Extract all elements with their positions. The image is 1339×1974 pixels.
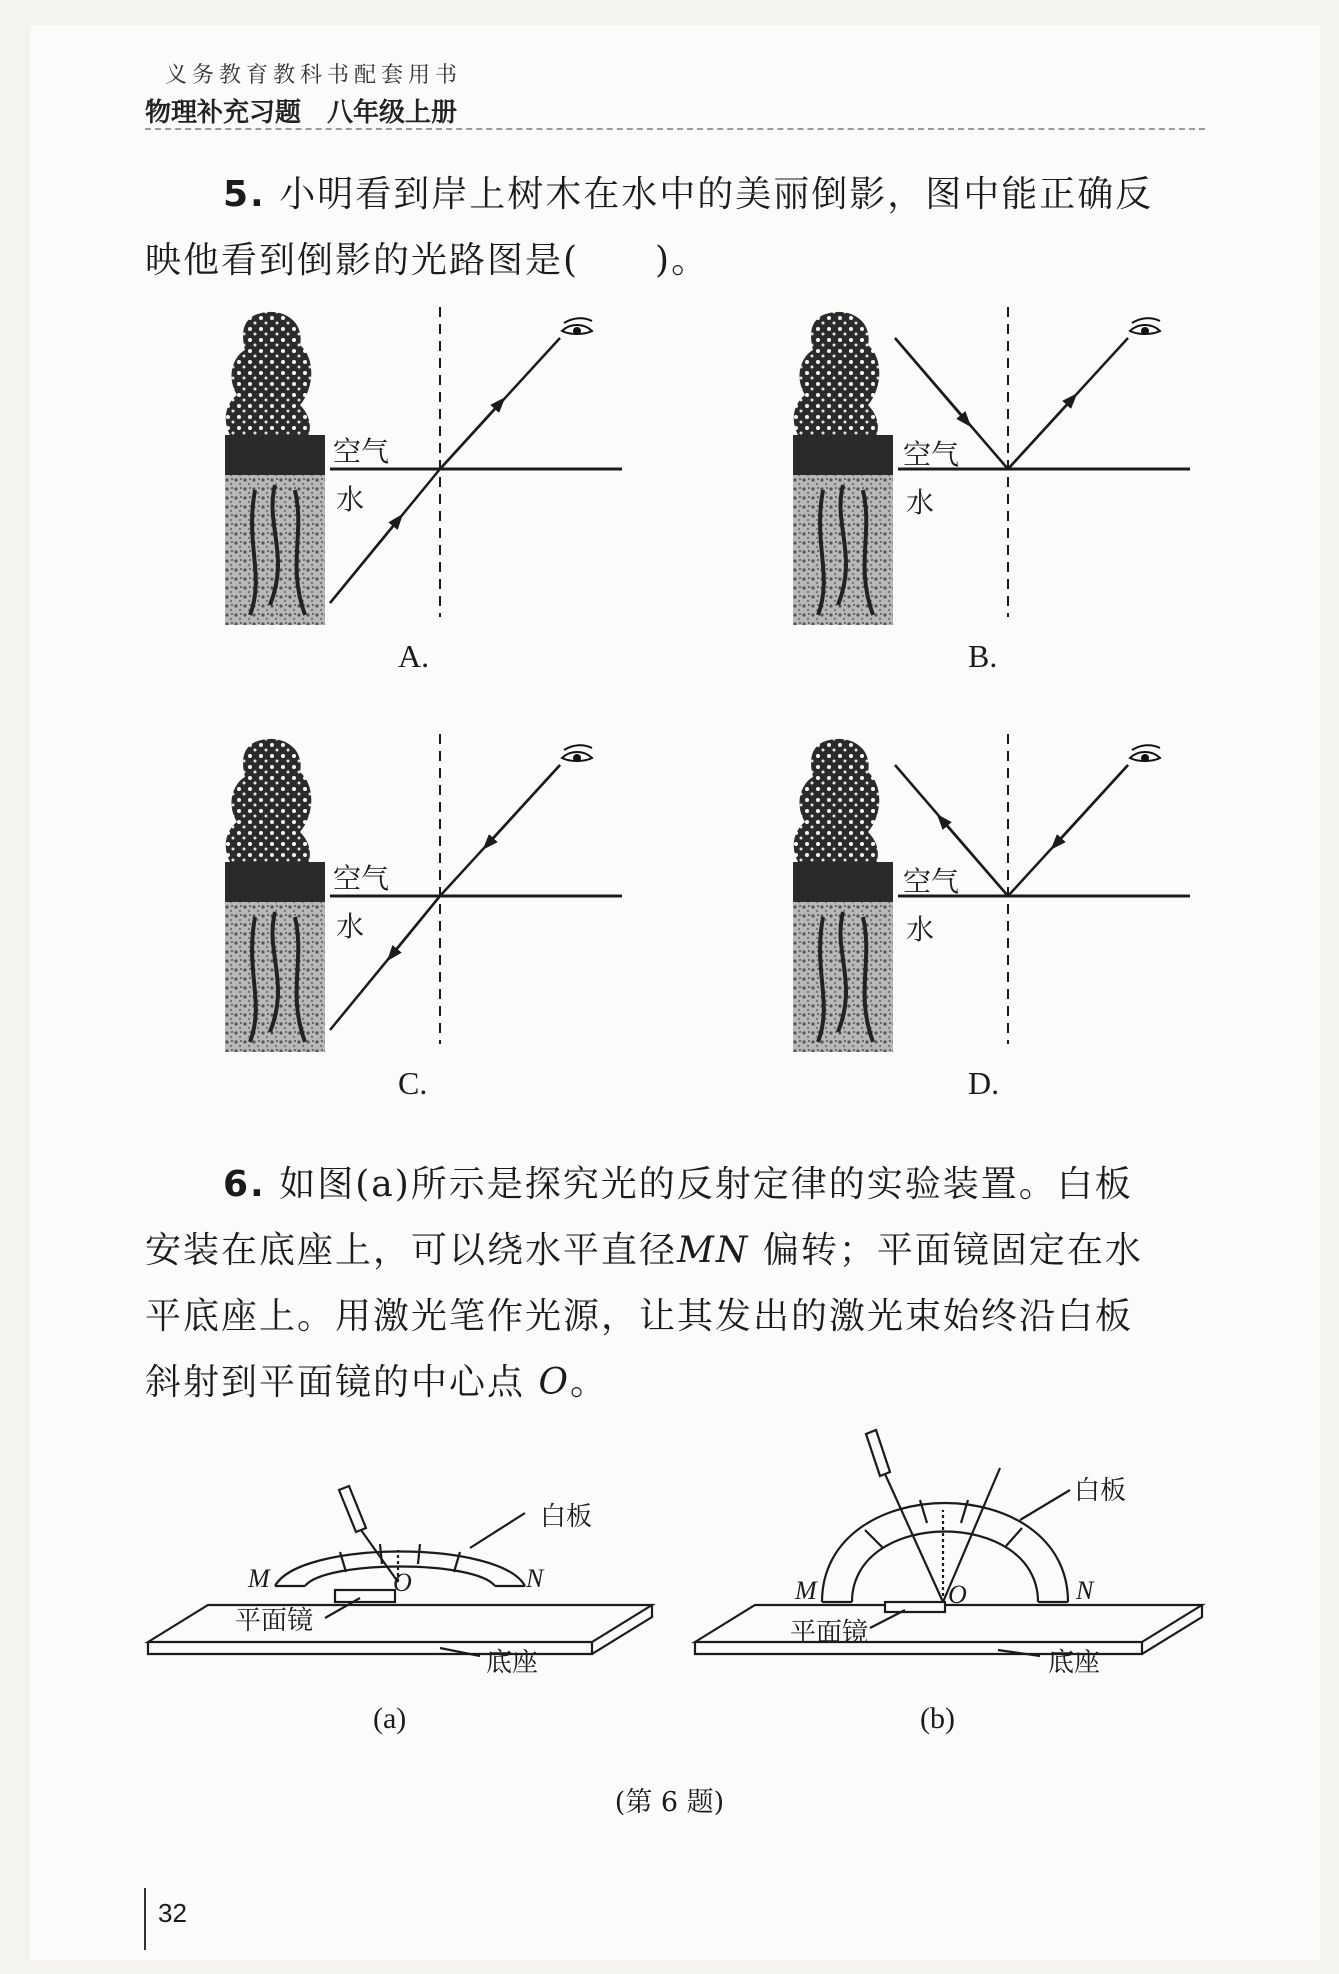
base-label-b: 底座	[1048, 1648, 1101, 1678]
water-label-c: 水	[336, 910, 365, 943]
water-label-d: 水	[906, 913, 935, 946]
q5-option-b-diagram	[793, 307, 1190, 625]
n-label-a: N	[526, 1564, 544, 1593]
q6-figures	[0, 1420, 1339, 1720]
q5-text-line2: 映他看到倒影的光路图是( )。	[145, 240, 710, 281]
air-label-c: 空气	[333, 862, 390, 895]
q5-option-c-diagram	[225, 734, 622, 1052]
q5-option-d-diagram	[793, 734, 1190, 1052]
o-label-b: O	[948, 1580, 967, 1609]
option-c-label: C.	[398, 1065, 428, 1101]
option-b-label: B.	[968, 638, 998, 674]
term-mn: MN	[677, 1230, 750, 1271]
page-number: 32	[158, 1898, 187, 1928]
base-label-a: 底座	[486, 1648, 539, 1678]
q6-line2: 安装在底座上，可以绕水平直径MN 偏转；平面镜固定在水	[145, 1230, 1143, 1271]
q6-line3: 平底座上。用激光笔作光源，让其发出的激光束始终沿白板	[145, 1296, 1134, 1337]
air-label-b: 空气	[903, 438, 960, 471]
air-label-a: 空气	[333, 435, 390, 468]
q6-line1: 6. 如图(a)所示是探究光的反射定律的实验装置。白板	[223, 1164, 1133, 1205]
q6-number: 6.	[223, 1164, 266, 1205]
air-label-d: 空气	[903, 865, 960, 898]
q6-line4: 斜射到平面镜的中心点 O。	[145, 1362, 608, 1403]
water-label-b: 水	[906, 486, 935, 519]
o-label-a: O	[393, 1568, 412, 1597]
board-label-a: 白板	[540, 1502, 593, 1532]
eye-icon	[562, 745, 592, 762]
term-o: O	[538, 1362, 570, 1403]
option-d-label: D.	[968, 1065, 1000, 1101]
m-label-b: M	[795, 1576, 817, 1605]
m-label-a: M	[248, 1564, 270, 1593]
option-a-label: A.	[398, 638, 430, 674]
q5-line1: 小明看到岸上树木在水中的美丽倒影，图中能正确反	[279, 174, 1154, 215]
series-title: 义务教育教科书配套用书	[165, 63, 463, 88]
eye-icon	[562, 318, 592, 335]
n-label-b: N	[1076, 1576, 1094, 1605]
mirror-label-b: 平面镜	[790, 1618, 869, 1648]
q6-figure-b	[695, 1430, 1202, 1656]
fig-a-label: (a)	[373, 1702, 407, 1735]
water-label-a: 水	[336, 483, 365, 516]
board-label-b: 白板	[1074, 1476, 1127, 1506]
book-title: 物理补充习题 八年级上册	[145, 98, 458, 128]
q5-option-a-diagram	[225, 307, 622, 625]
eye-icon	[1130, 318, 1160, 335]
eye-icon	[1130, 745, 1160, 762]
fig-b-label: (b)	[920, 1702, 955, 1735]
mirror-label-a: 平面镜	[235, 1606, 314, 1636]
page-number-rule	[144, 1888, 146, 1950]
figure-caption: (第 6 题)	[614, 1787, 725, 1818]
q5-number: 5.	[223, 174, 266, 215]
